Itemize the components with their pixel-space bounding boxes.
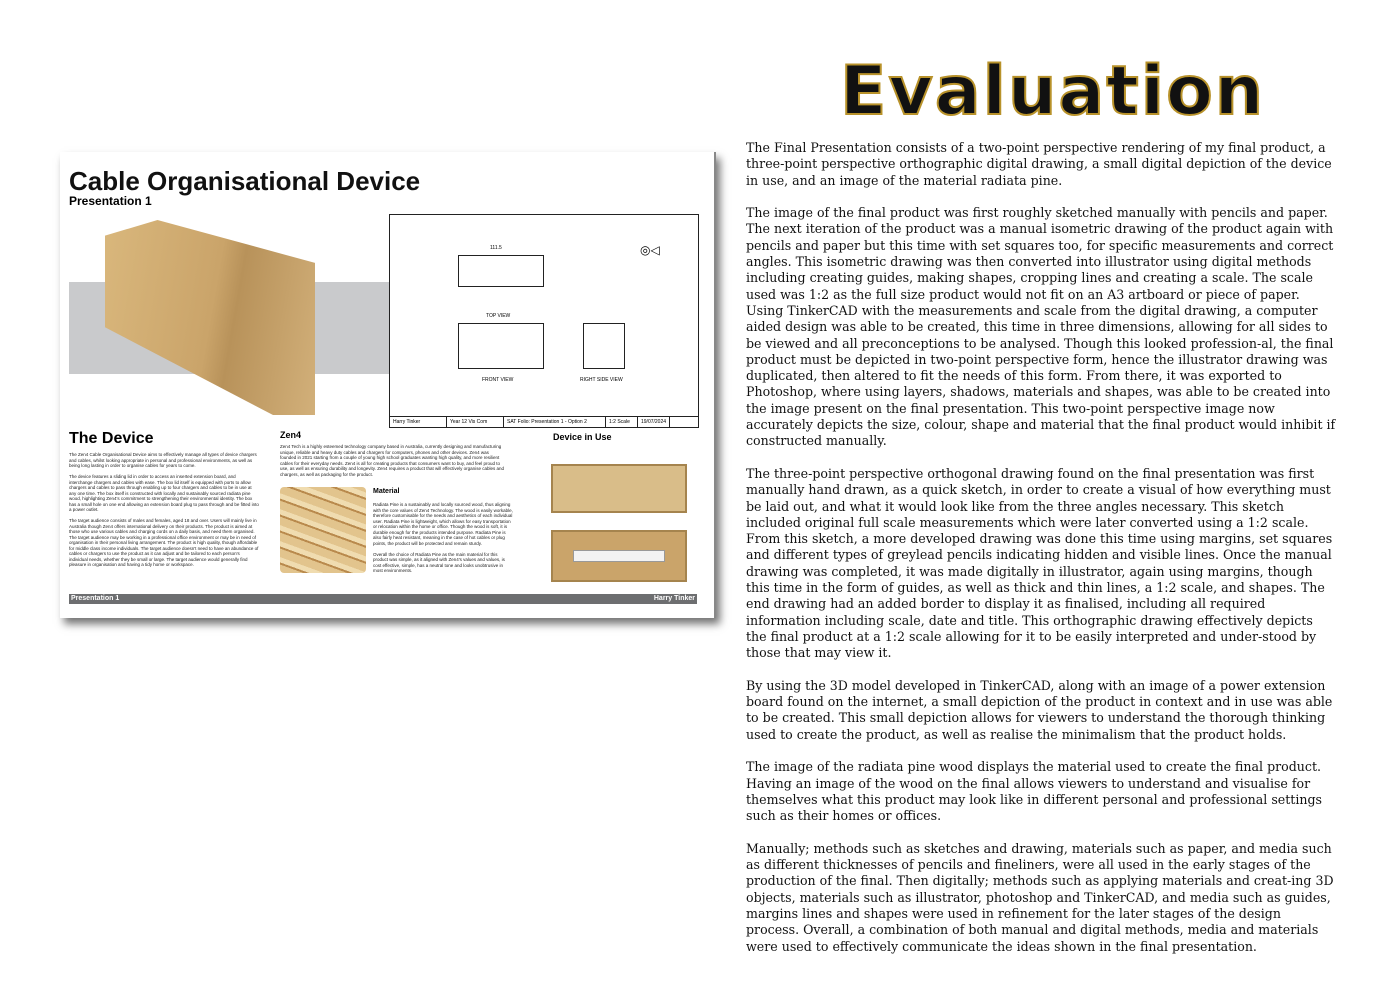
paragraph: The image of the final product was first roughly sketched manually with pencils and paper. The next iteration of the product was a manual isometric drawing of the product again with pencils and paper but this time with set squares too, for specific measurements and correct angles. This isometric drawing was then converted into illustrator using digital methods including creating guides, making shapes, cropping lines and creating a scale. The scale used was 1:2 as the full size product would not fit on an A3 artboard or piece of paper. Using TinkerCAD with the measurements and scale from the digital drawing, a computer aided design was able to be created, this time in three dimensions, allowing for all sides to be viewed and all preconceptions to be analysed. Though this looked profession-al, the final product must be depicted in two-point perspective form, hence the illustrator drawing was duplicated, then altered to fit the needs of this form. From there, it was exported to Photoshop, where using layers, shadows, materials and shapes, was able to be created into the image present on the final presentation. This two-point perspective image now accurately depicts the size, colour, shape and material that the final product would inhibit if constructed manually. — [746, 205, 1336, 449]
zen4-description: Zen4 Tech is a highly esteemed technology company based in Australia, currently designing and manufacturing unique, reliable and heavy duty cables and chargers for computers, phones and other devices. Zen4 was founded in 2021 starting from a couple of young high school graduates wanting high quality, and more resilient cables for their everyday needs. Zen4 is all for creating products that consumers want to buy, and feel proud to use, as well as ensuring durability and longevity. Zen4 requires a product that will effectively organise cables and chargers, as well as packaging for the product. — [280, 444, 504, 477]
paragraph: The three-point perspective orthogonal drawing found on the final presentation was first manually hand drawn, as a quick sketch, in order to create a visual of how everything must be laid out, and what it would look like from the three angles necessary. This sketch included original full scale measurements which were later converted using a 1:2 scale. From this sketch, a more developed drawing was done this time using margins, set squares and different types of greylead pencils indicating hidden and visible lines. Once the manual drawing was completed, it was made digitally in illustrator, again using margins, though this time in the form of guides, as well as thick and thin lines, a 1:2 scale, and shapes. The end drawing had an added border to display it as finalised, including all required information including scale, date and title. This orthographic drawing effectively depicts the final product at a 1:2 scale allowing for it to be easily interpreted and under-stood by those that may view it. — [746, 465, 1333, 661]
paragraph: By using the 3D model developed in TinkerCAD, along with an image of a power extension board found on the internet, a small depiction of the product in context and in use was able to be created. This small depiction allows for viewers to understand the thorough thinking used to create the product, as well as realise the minimalism that the product holds. — [746, 677, 1333, 742]
device-in-use-image-open — [551, 530, 687, 582]
paragraph: The image of the radiata pine wood displays the material used to create the final product. Having an image of the wood on the final allows viewers to understand and visualise for themselves what this product may look like in different personal and professional settings such as their homes or offices. — [746, 759, 1323, 824]
presentation-title: Cable Organisational Device — [69, 166, 421, 196]
title-block-name: SAT Folio: Presentation 1 - Option 2 — [504, 417, 606, 427]
title-block — [390, 416, 698, 427]
dimension-label: 111.5 — [490, 245, 502, 251]
right-side-view-label: RIGHT SIDE VIEW — [580, 377, 623, 383]
paragraph: The Final Presentation consists of a two-point perspective rendering of my final product, a three-point perspective orthographic digital drawing, a small digital depiction of the device in use, and an image of the material radiata pine. — [746, 140, 1332, 188]
presentation-sheet — [60, 152, 716, 618]
top-view-label: TOP VIEW — [486, 313, 511, 319]
material-heading: Material — [373, 488, 400, 495]
material-description: Radiata Pine is a sustainably and locally sourced wood, thus aligning with the core values of Zen4 Technology. The wood is easily workable, therefore customisable for the needs and aesthetics of each individual user. Radiata Pine is lightweight, which allows for easy transportation or relocation within the home or office. Though the wood is soft, it is durable enough for the products intended purpose. Radiata Pine is also fairly heat resistant, meaning in the case of hot cables or plug points, the product will be protected and remain sturdy. Overall the choice of Radiata Pine as the main material for this product was simple, as it aligned with Zen4's values and values, is cost effective, simple, has a neutral tone and looks unobtrusive in most environments. — [373, 502, 513, 573]
extension-board — [573, 550, 665, 562]
zen4-heading: Zen4 — [280, 430, 302, 440]
presentation-footer — [69, 594, 697, 604]
radiata-pine-image — [280, 487, 366, 573]
projection-symbol-icon: ◎◁ — [640, 243, 660, 257]
title-block-class: Year 12 Vis Com — [447, 417, 504, 427]
paragraph: Manually; methods such as sketches and drawing, materials such as paper, and media such as different thicknesses of pencils and fineliners, were all used in the early stages of the production of the final. Then digitally; methods such as applying materials and creat-ing 3D objects, materials such as illustrator, photoshop and TinkerCAD, and media such as guides, margins lines and shapes were used in refinement for the later stages of the design process. Overall, a combination of both manual and digital methods, media and materials were used to effectively communicate the ideas shown in the final presentation. — [746, 840, 1334, 954]
orthographic-drawing — [389, 214, 699, 428]
footer-left: Presentation 1 — [71, 595, 120, 602]
product-render-image — [105, 220, 315, 415]
evaluation-body — [746, 140, 1336, 971]
evaluation-title: Evaluation — [840, 52, 1266, 131]
presentation-subtitle: Presentation 1 — [69, 194, 152, 208]
title-block-date: 19/07/2024 — [638, 417, 670, 427]
title-block-author: Harry Tinker — [390, 417, 447, 427]
device-heading: The Device — [69, 430, 154, 447]
device-in-use-image-closed — [551, 464, 687, 513]
footer-right: Harry Tinker — [653, 595, 695, 602]
front-view-label: FRONT VIEW — [482, 377, 514, 383]
title-block-scale: 1:2 Scale — [606, 417, 638, 427]
device-description: The Zen4 Cable Organisational Device aims to effectively manage all types of device chargers and cables, whilst looking appropriate in personal and professional environments, as well as being long lasting in order to organise cables for years to come. The device features a sliding lid in order to access an inserted extension board, and interchange chargers and cables with ease. The box lid itself is equipped with ports to allow chargers and cables to pass through enabling up to four chargers and cables to be in use at any one time. The box itself is constructed with locally and sustainably sourced radiata pine wood, highlighting Zen4's commitment to strengthening their environmental identity. The box has a small hole on one end allowing an extension board plug to pass through and be fitted into a power outlet. The target audience consists of males and females, aged 18 and over. Users will mainly live in Australia though Zen4 offers international delivery on their products. The product is aimed at those who use various cables and charging cords on a daily basis, and need them organised. The target audience may be working in a professional office environment or may be in need of organisation in their personal living arrangement. The product is high quality, though affordable for middle class income individuals. The target audience doesn't need to have an abundance of cables or chargers to use the product as it can adjust and be tailored to each person's individual needs, whether they be small or large. The target audience would generally find pleasure in organisation and having a tidy home or workspace. — [69, 452, 259, 567]
device-in-use-heading: Device in Use — [553, 432, 612, 442]
